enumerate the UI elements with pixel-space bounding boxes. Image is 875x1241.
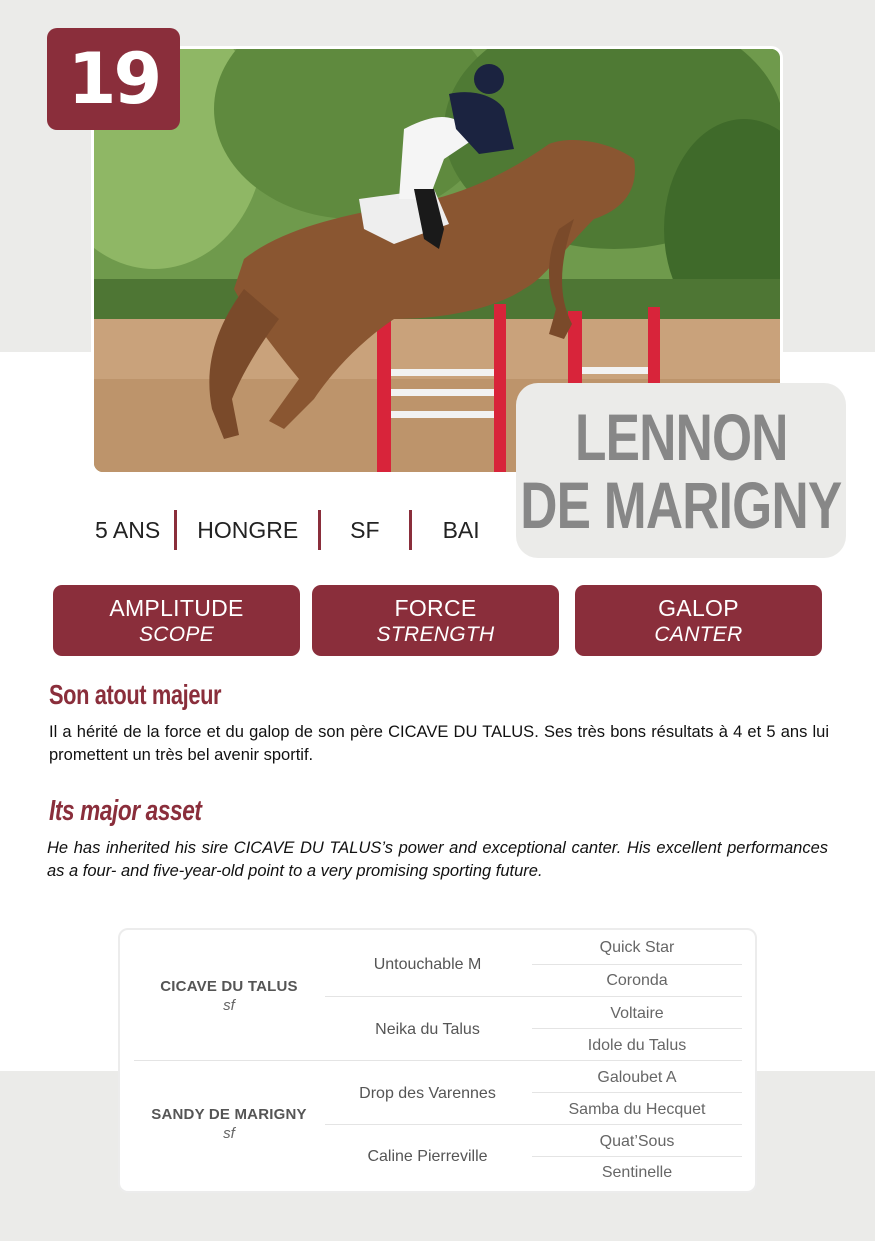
spec-divider — [174, 510, 177, 550]
horse-name-line2: DE MARIGNY — [520, 467, 842, 542]
quality-label-en: SCOPE — [138, 622, 215, 646]
pedigree-divider — [134, 1060, 742, 1061]
spec-age: 5 ANS — [95, 516, 161, 543]
spec-sex: HONGRE — [197, 516, 299, 543]
quality-pill-amplitude — [53, 585, 300, 656]
pedigree-divider — [532, 1092, 742, 1093]
sire-name: CICAVE DU TALUS — [160, 978, 298, 995]
pedigree-dam — [134, 1106, 324, 1142]
spec-breed: SF — [350, 516, 380, 543]
dam-name: SANDY DE MARIGNY — [151, 1106, 307, 1123]
sire-breed: sf — [223, 997, 235, 1014]
dam-breed: sf — [223, 1125, 235, 1142]
spec-divider — [318, 510, 321, 550]
quality-pill-force — [312, 585, 559, 656]
pedigree-grandparent: Caline Pierreville — [367, 1148, 488, 1165]
asset-title-fr: Son atout majeur — [49, 679, 222, 710]
quality-label-fr: AMPLITUDE — [109, 594, 244, 621]
spec-color: BAI — [442, 516, 480, 543]
pedigree-divider — [532, 1028, 742, 1029]
pedigree-sire — [134, 978, 324, 1014]
pedigree-grandparent: Drop des Varennes — [359, 1085, 496, 1102]
spec-divider — [409, 510, 412, 550]
asset-title-en: Its major asset — [49, 795, 202, 827]
horse-name-line1: LENNON — [574, 399, 788, 474]
horse-specs — [80, 510, 480, 550]
lot-number-badge: 19 — [47, 28, 180, 130]
asset-text-en: He has inherited his sire CICAVE DU TALUS’s power and exceptional canter. His excellent performances as a four- and five-year-old point to a very promising sporting future. — [47, 839, 828, 880]
quality-label-en: CANTER — [654, 622, 743, 646]
pedigree-great-grandparent: Coronda — [606, 972, 668, 989]
pedigree-great-grandparent: Quat’Sous — [599, 1133, 675, 1150]
quality-label-en: STRENGTH — [376, 622, 495, 646]
pedigree-great-grandparent: Idole du Talus — [587, 1037, 687, 1054]
quality-label-fr: GALOP — [658, 594, 739, 621]
pedigree-great-grandparent: Voltaire — [610, 1005, 664, 1022]
pedigree-grandparent: Untouchable M — [373, 956, 482, 973]
pedigree-table — [118, 928, 757, 1193]
pedigree-great-grandparent: Galoubet A — [597, 1069, 677, 1086]
pedigree-great-grandparent: Samba du Hecquet — [568, 1101, 706, 1118]
pedigree-divider — [532, 1156, 742, 1157]
asset-text-fr: Il a hérité de la force et du galop de son père CICAVE DU TALUS. Ses très bons résultats à 4 et 5 ans lui promettent un très bel avenir sportif. — [49, 723, 829, 764]
pedigree-grandparent: Neika du Talus — [375, 1021, 480, 1038]
pedigree-divider — [325, 1124, 742, 1125]
horse-name-card — [516, 383, 846, 558]
quality-label-fr: FORCE — [394, 594, 477, 621]
pedigree-divider — [532, 964, 742, 965]
quality-pill-galop — [575, 585, 822, 656]
pedigree-great-grandparent: Quick Star — [599, 939, 675, 956]
pedigree-divider — [325, 996, 742, 997]
pedigree-great-grandparent: Sentinelle — [601, 1164, 673, 1181]
